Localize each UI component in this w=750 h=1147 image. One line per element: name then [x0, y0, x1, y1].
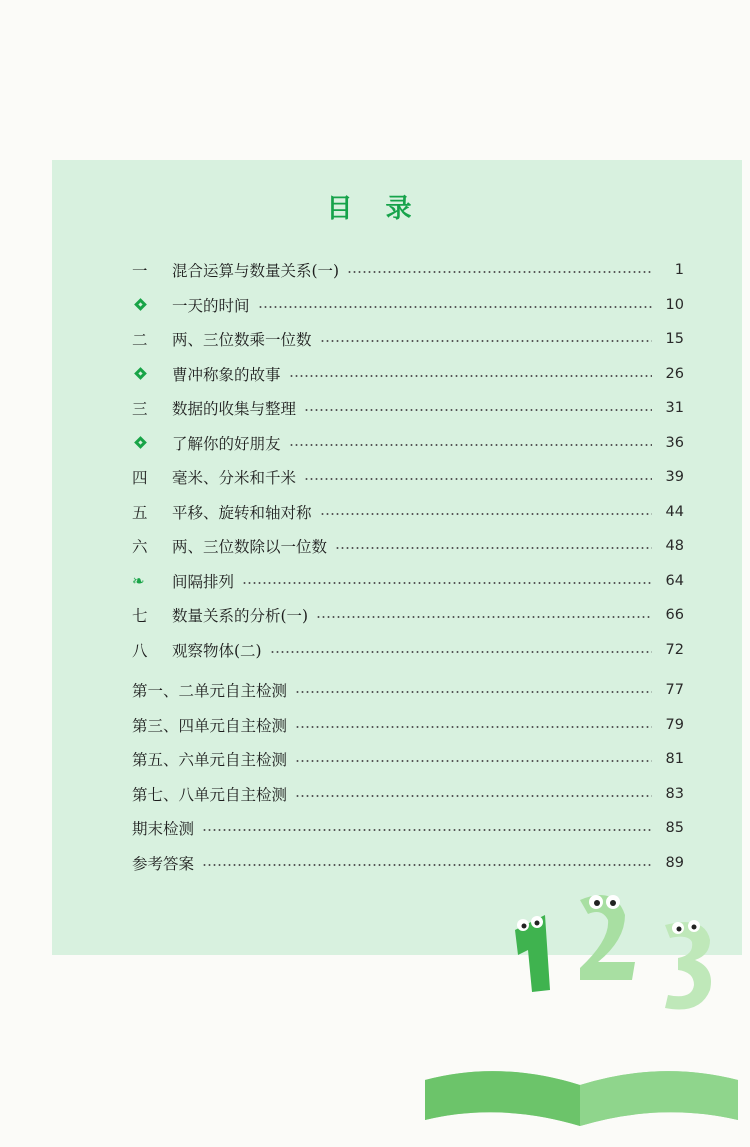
- toc-row[interactable]: [132, 811, 684, 846]
- page-number: 72: [665, 641, 684, 658]
- page-number: 89: [665, 854, 684, 871]
- dot-leader: [295, 760, 652, 762]
- toc-row[interactable]: [132, 529, 684, 564]
- dot-leader: [295, 691, 652, 693]
- number-characters-illustration: [420, 880, 740, 1140]
- dot-leader: [347, 271, 652, 273]
- diamond-icon-wrap: [132, 369, 172, 378]
- chapter-number: 二: [132, 331, 148, 350]
- page-number: 64: [665, 572, 684, 589]
- toc-row[interactable]: [132, 673, 684, 708]
- dot-leader: [316, 616, 652, 618]
- page-number: 15: [665, 331, 684, 348]
- toc-label: 了解你的好朋友: [172, 434, 281, 453]
- toc-row[interactable]: [132, 426, 684, 461]
- toc-row[interactable]: [132, 777, 684, 812]
- page-number: 39: [665, 469, 684, 486]
- dot-leader: [320, 513, 652, 515]
- chapter-number: 八: [132, 641, 148, 660]
- chapter-number: 五: [132, 503, 148, 522]
- dot-leader: [289, 375, 652, 377]
- toc-row[interactable]: [132, 460, 684, 495]
- diamond-icon-wrap: [132, 438, 172, 447]
- toc-row[interactable]: [132, 564, 684, 599]
- page-number: 81: [665, 751, 684, 768]
- toc-row[interactable]: [132, 495, 684, 530]
- toc-label: 平移、旋转和轴对称: [172, 503, 312, 522]
- toc-row[interactable]: [132, 357, 684, 392]
- leaf-icon-wrap: [132, 572, 172, 590]
- toc-label: 数据的收集与整理: [172, 400, 297, 419]
- dot-leader: [320, 340, 652, 342]
- page-number: 66: [665, 607, 684, 624]
- toc-label: 观察物体(二): [172, 641, 262, 660]
- leaf-icon: ❧: [132, 571, 145, 590]
- page-number: 85: [665, 820, 684, 837]
- chapter-number: 七: [132, 607, 148, 626]
- toc-label: 两、三位数除以一位数: [172, 538, 328, 557]
- diamond-icon: [134, 298, 147, 311]
- toc-row[interactable]: [132, 708, 684, 743]
- page-number: 1: [674, 262, 684, 279]
- page-number: 31: [665, 400, 684, 417]
- toc-label: 第七、八单元自主检测: [132, 785, 288, 804]
- toc-row[interactable]: [132, 633, 684, 668]
- toc-label: 期末检测: [132, 820, 195, 839]
- dot-leader: [270, 651, 652, 653]
- toc-row[interactable]: [132, 253, 684, 288]
- toc-label: 一天的时间: [172, 296, 250, 315]
- toc-label: 第五、六单元自主检测: [132, 751, 288, 770]
- page-number: 79: [665, 716, 684, 733]
- dot-leader: [335, 547, 652, 549]
- dot-leader: [295, 795, 652, 797]
- toc-label: 参考答案: [132, 854, 195, 873]
- page-number: 83: [665, 785, 684, 802]
- dot-leader: [202, 829, 652, 831]
- toc-label: 间隔排列: [172, 572, 235, 591]
- toc-row[interactable]: [132, 598, 684, 633]
- page-number: 44: [665, 503, 684, 520]
- toc-label: 第三、四单元自主检测: [132, 716, 288, 735]
- toc-row[interactable]: [132, 288, 684, 323]
- toc-label: 两、三位数乘一位数: [172, 331, 312, 350]
- toc-row[interactable]: [132, 322, 684, 357]
- dot-leader: [295, 726, 652, 728]
- dot-leader: [202, 864, 652, 866]
- page-number: 36: [665, 434, 684, 451]
- dot-leader: [242, 582, 652, 584]
- toc-row[interactable]: [132, 742, 684, 777]
- diamond-icon: [134, 367, 147, 380]
- dot-leader: [289, 444, 652, 446]
- dot-leader: [304, 409, 652, 411]
- toc-row[interactable]: [132, 846, 684, 881]
- diamond-icon: [134, 436, 147, 449]
- page-title: 目 录: [326, 194, 424, 224]
- chapter-number: 六: [132, 538, 148, 557]
- page-number: 48: [665, 538, 684, 555]
- toc-label: 数量关系的分析(一): [172, 607, 309, 626]
- chapter-number: 四: [132, 469, 148, 488]
- page-number: 77: [665, 682, 684, 699]
- table-of-contents: [132, 253, 684, 880]
- toc-label: 混合运算与数量关系(一): [172, 262, 340, 281]
- toc-label: 毫米、分米和千米: [172, 469, 297, 488]
- page-number: 26: [665, 365, 684, 382]
- page-number: 10: [665, 296, 684, 313]
- toc-row[interactable]: [132, 391, 684, 426]
- dot-leader: [304, 478, 652, 480]
- chapter-number: 一: [132, 262, 148, 281]
- dot-leader: [258, 306, 652, 308]
- chapter-number: 三: [132, 400, 148, 419]
- toc-label: 曹冲称象的故事: [172, 365, 281, 384]
- toc-label: 第一、二单元自主检测: [132, 682, 288, 701]
- diamond-icon-wrap: [132, 300, 172, 309]
